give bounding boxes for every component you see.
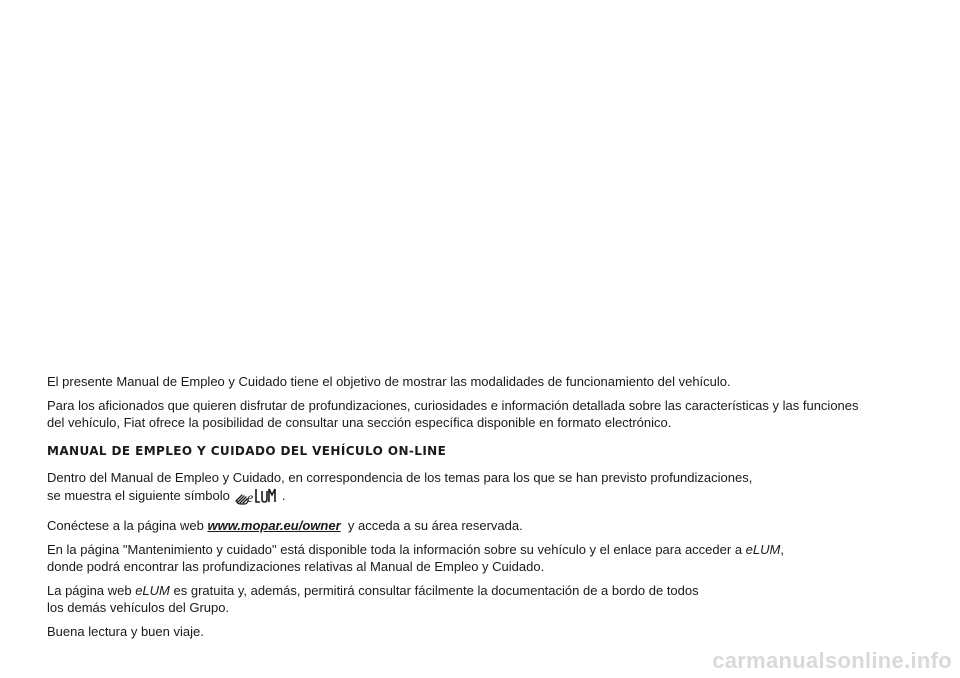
p5-elum-text: eLUM bbox=[745, 542, 781, 557]
p4-pre: Conéctese a la página web bbox=[47, 518, 204, 533]
p6-line1-post: es gratuita y, además, permitirá consultar fácilmente la documentación de a bordo de todos bbox=[173, 583, 699, 598]
intro-p2-line1: Para los aficionados que quieren disfrutar de profundizaciones, curiosidades e información detallada sobre las características y las funciones bbox=[47, 398, 859, 413]
p3-line1: Dentro del Manual de Empleo y Cuidado, en correspondencia de los temas para los que se han previsto profundizaciones, bbox=[47, 470, 753, 485]
p3-line2-pre: se muestra el siguiente símbolo bbox=[47, 488, 230, 503]
p7-text: Buena lectura y buen viaje. bbox=[47, 624, 204, 639]
section-paragraph-6 bbox=[47, 582, 927, 616]
p6-elum-text: eLUM bbox=[135, 583, 170, 598]
svg-text:e: e bbox=[246, 491, 254, 506]
manual-intro-text bbox=[47, 373, 927, 647]
p5-line2: donde podrá encontrar las profundizaciones relativas al Manual de Empleo y Cuidado. bbox=[47, 559, 545, 574]
mopar-owner-link[interactable]: www.mopar.eu/owner bbox=[207, 518, 341, 533]
intro-p1-text: El presente Manual de Empleo y Cuidado tiene el objetivo de mostrar las modalidades de funcionamiento del vehículo. bbox=[47, 374, 731, 389]
intro-paragraph-1 bbox=[47, 373, 927, 390]
intro-p2-line2: del vehículo, Fiat ofrece la posibilidad de consultar una sección específica disponible en formato electrónico. bbox=[47, 415, 672, 430]
section-paragraph-7 bbox=[47, 623, 927, 640]
intro-paragraph-2 bbox=[47, 397, 927, 431]
section-paragraph-5 bbox=[47, 541, 927, 575]
section-heading: MANUAL DE EMPLEO Y CUIDADO DEL VEHÍCULO ON-LINE bbox=[47, 444, 447, 458]
site-watermark: carmanualsonline.info bbox=[712, 648, 952, 673]
p3-line2-post: . bbox=[281, 488, 286, 503]
p4-post: y acceda a su área reservada. bbox=[347, 518, 523, 533]
p5-line1-post: , bbox=[780, 542, 784, 557]
p5-line1-pre: En la página "Mantenimiento y cuidado" está disponible toda la información sobre su vehículo y el enlace para acceder a bbox=[47, 542, 743, 557]
section-paragraph-3 bbox=[47, 469, 927, 510]
elum-hand-icon bbox=[234, 486, 278, 510]
p6-line2: los demás vehículos del Grupo. bbox=[47, 600, 230, 615]
p6-line1-pre: La página web bbox=[47, 583, 132, 598]
section-paragraph-4 bbox=[47, 517, 927, 534]
